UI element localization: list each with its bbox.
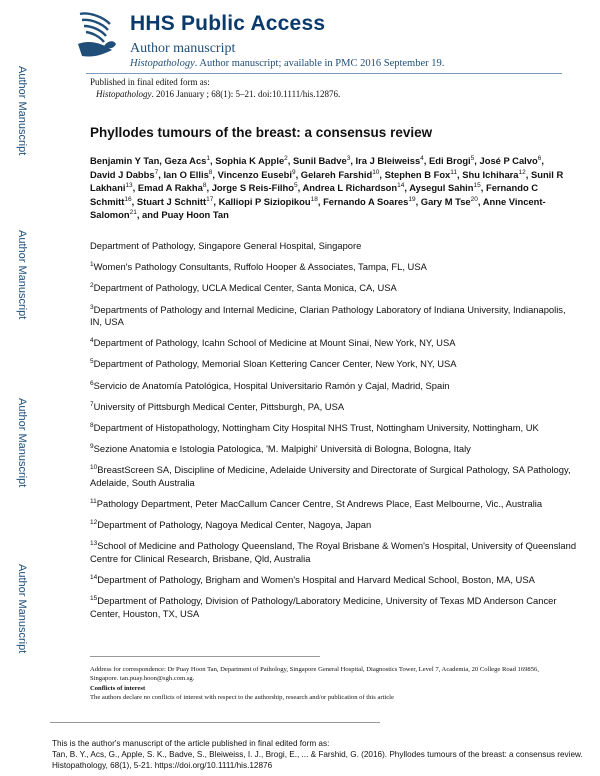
author-affiliation-sup: 19 [408, 195, 416, 203]
author-name: Ira J Bleiweiss [355, 155, 421, 166]
affiliation-item [90, 595, 580, 620]
affiliation-text: Department of Pathology, Division of Pathology/Laboratory Medicine, University of Texas MD Anderson Cancer Center, Houston, TX, USA [90, 595, 557, 619]
author-name: Geza Acs [164, 155, 207, 166]
hhs-public-access-title: HHS Public Access [130, 12, 326, 35]
affiliation-text: BreastScreen SA, Discipline of Medicine, Adelaide University and Directorate of Surgical Pathology, SA Pathology, Adelaide, South Australia [90, 464, 571, 488]
hhs-eagle-logo [74, 10, 120, 62]
author-affiliation-sup: 4 [420, 154, 424, 162]
author-affiliation-sup: 10 [372, 168, 380, 176]
affiliation-list [90, 240, 580, 629]
correspondence-note: Address for correspondence: Dr Puay Hoon Tan, Department of Pathology, Singapore General Hospital, Diagnostics Tower, Level 7, Academia, 20 College Road 169856, Singapore. tan.puay.hoon@sgh.com.sg. [90, 666, 539, 682]
author-affiliation-sup: 5 [470, 154, 475, 162]
author-name: Stuart J Schnitt [136, 195, 207, 207]
author-list: Benjamin Y Tan, Geza Acs$^1$, Sophia K Apple$^2$, Sunil Badve$^3$, Ira J Bleiweiss$^4$, Edi Brogi$^5$, José P Calvo$^6$, David J Dabbs$^7$, Ian O Ellis$^8$, Vincenzo Eusebi$^9$, Gelareh Farshid$^{10}$, Stephen B Fox$^{11}$, Shu Ichihara$^{12}$, Sunil R Lakhani$^{13}$, Emad A Rakha$^8$, Jorge S Reis-Filho$^5$, Andrea L Richardson$^{14}$, Aysegul Sahin$^{15}$, Fernando C Schmitt$^{16}$, Stuart J Schnitt$^{17}$, Kalliopi P Siziopikou$^{18}$, Fernando A Soares$^{19}$, Gary M Tse$^{20}$, Anne Vincent-Salomon$^{21}$, and Puay Hoon Tan [90, 154, 564, 220]
author-name: Edi Brogi [429, 155, 471, 166]
bottom-notice-line1: This is the author's manuscript of the article published in final edited form as: [52, 739, 330, 748]
affiliation-item [90, 519, 580, 532]
affiliation-text: School of Medicine and Pathology Queensland, The Royal Brisbane & Women's Hospital, University of Queensland Centre for Clinical Research, Brisbane, Qld, Australia [90, 540, 577, 564]
citation-details: . 2016 January ; 68(1): 5–21. doi:10.1111/his.12876. [151, 89, 341, 99]
affiliation-text: Pathology Department, Peter MacCallum Cancer Centre, St Andrews Place, East Melbourne, Vic., Australia [96, 498, 543, 510]
affiliation-number: 10 [90, 464, 98, 472]
affiliation-text: Women's Pathology Consultants, Ruffolo Hooper & Associates, Tampa, FL, USA [93, 261, 427, 273]
affiliation-item [90, 401, 580, 414]
author-affiliation-sup: 16 [124, 195, 132, 203]
author-name: Sophia K Apple [215, 155, 285, 166]
author-affiliation-sup: 8 [208, 168, 213, 176]
bottom-rule [50, 722, 380, 723]
availability-line [130, 58, 444, 69]
affiliation-text: Departments of Pathology and Internal Medicine, Clarian Pathology Laboratory of Indiana University, Indianapolis, IN, USA [90, 303, 566, 328]
citation-journal: Histopathology [96, 89, 152, 99]
author-affiliation-sup: 14 [397, 181, 405, 189]
footnotes [90, 666, 550, 702]
affiliation-item [90, 464, 580, 489]
conflicts-heading: Conflicts of interest [90, 685, 146, 693]
affiliation-number: 3 [90, 303, 94, 311]
affiliation-number: 11 [90, 497, 97, 505]
author-name: David J Dabbs [90, 168, 155, 180]
author-affiliation-sup: 20 [470, 195, 478, 203]
author-name: Stephen B Fox [384, 168, 451, 180]
affiliation-number: 7 [90, 400, 94, 408]
author-affiliation-sup: 7 [154, 168, 159, 176]
author-name: Kalliopi P Siziopikou [218, 195, 311, 207]
author-name: Shu Ichihara [462, 168, 519, 180]
affiliation-item [90, 380, 580, 393]
side-label-author-manuscript: Author Manuscript [16, 230, 28, 320]
affiliation-number: 12 [90, 519, 98, 527]
author-name: Andrea L Richardson [302, 182, 398, 193]
affiliation-item [90, 422, 580, 435]
affiliation-item [90, 574, 580, 587]
affiliation-text: Department of Pathology, UCLA Medical Center, Santa Monica, CA, USA [93, 282, 397, 294]
affiliation-number: 6 [90, 379, 94, 387]
affiliation-text: Department of Pathology, Memorial Sloan Kettering Cancer Center, New York, NY, USA [93, 358, 457, 370]
author-name: Emad A Rakha [137, 182, 203, 193]
author-affiliation-sup: 5 [294, 181, 298, 189]
affiliation-number: 4 [90, 337, 94, 345]
affiliation-number: 1 [90, 261, 94, 269]
article-title: Phyllodes tumours of the breast: a consensus review [90, 125, 433, 140]
affiliation-number: 15 [90, 595, 98, 603]
author-name: Aysegul Sahin [409, 182, 474, 193]
author-name: Anne Vincent-Salomon [90, 195, 546, 220]
affiliation-item [90, 240, 580, 253]
author-affiliation-sup: 6 [537, 154, 542, 162]
affiliation-text: Department of Pathology, Icahn School of Medicine at Mount Sinai, New York, NY, USA [93, 337, 456, 349]
affiliation-text: Sezione Anatomia e Istologia Patologica, 'M. Malpighi' Università di Bologna, Bologna, Italy [93, 443, 471, 455]
affiliation-text: Servicio de Anatomía Patológica, Hospital Universitario Ramón y Cajal, Madrid, Spain [93, 379, 450, 391]
journal-name: Histopathology [130, 58, 195, 69]
conflicts-text: The authors declare no conflicts of interest with respect to the authorship, research and/or publication of this article [90, 693, 394, 701]
affiliation-item [90, 498, 580, 511]
availability-text: . Author manuscript; available in PMC 2016 September 19. [194, 58, 445, 69]
author-affiliation-sup: 11 [450, 168, 458, 176]
affiliation-text: Department of Pathology, Brigham and Women's Hospital and Harvard Medical School, Boston, MA, USA [97, 574, 535, 586]
author-name: Sunil Badve [293, 155, 347, 166]
author-affiliation-sup: 17 [206, 195, 214, 203]
author-affiliation-sup: 13 [125, 181, 133, 189]
bottom-notice [52, 738, 592, 771]
author-name: Gary M Tse [420, 195, 471, 207]
affiliation-number: 2 [90, 282, 94, 290]
side-label-author-manuscript: Author Manuscript [16, 66, 28, 156]
author-name: Benjamin Y Tan [90, 155, 160, 166]
side-label-author-manuscript: Author Manuscript [16, 564, 28, 654]
affiliation-number: 14 [90, 574, 98, 581]
author-affiliation-sup: 9 [291, 168, 296, 176]
published-label: Published in final edited form as: [90, 77, 210, 87]
author-name: Vincenzo Eusebi [217, 168, 292, 180]
affiliation-number: 8 [90, 421, 94, 429]
affiliation-item [90, 304, 580, 329]
author-affiliation-sup: 18 [310, 195, 318, 203]
bottom-notice-line2: Tan, B. Y., Acs, G., Apple, S. K., Badve, S., Bleiweiss, I. J., Brogi, E., ... & Farshid, G. (2016). Phyllodes tumours of the breast: a consensus review. Histopathology, 68(1), 5-21. https://doi.org/10.1111/his.12876 [52, 750, 583, 770]
affiliation-item [90, 261, 580, 274]
author-affiliation-sup: 12 [518, 168, 526, 176]
author-name: Gelareh Farshid [300, 168, 373, 180]
footnote-rule [90, 656, 320, 657]
author-name: Ian O Ellis [163, 168, 209, 180]
author-affiliation-sup: 15 [473, 181, 481, 189]
author-affiliation-sup: 1 [206, 154, 211, 162]
author-name: Fernando C Schmitt [90, 182, 539, 207]
affiliation-item [90, 337, 580, 350]
author-name: Fernando A Soares [323, 195, 409, 207]
affiliation-text: Department of Histopathology, Nottingham City Hospital NHS Trust, Nottingham University, Nottingham, UK [93, 422, 539, 433]
affiliation-item [90, 358, 580, 371]
side-label-author-manuscript: Author Manuscript [16, 398, 28, 488]
author-affiliation-sup: 21 [129, 208, 137, 216]
author-name: Puay Hoon Tan [161, 209, 229, 220]
author-manuscript-label: Author manuscript [130, 41, 236, 56]
affiliation-number: 5 [90, 358, 94, 366]
affiliation-item [90, 540, 580, 565]
author-affiliation-sup: 8 [202, 181, 207, 189]
author-name: José P Calvo [479, 155, 538, 166]
affiliation-number: 13 [90, 540, 98, 548]
citation-line [96, 89, 340, 99]
author-name: Jorge S Reis-Filho [211, 182, 294, 193]
affiliation-text: University of Pittsburgh Medical Center, Pittsburgh, PA, USA [93, 400, 345, 412]
affiliation-number: 9 [90, 443, 94, 451]
affiliation-text: Department of Pathology, Singapore General Hospital, Singapore [90, 240, 362, 251]
author-affiliation-sup: 3 [346, 154, 351, 162]
header-rule [86, 73, 562, 74]
author-affiliation-sup: 2 [284, 154, 288, 162]
affiliation-text: Department of Pathology, Nagoya Medical Center, Nagoya, Japan [97, 519, 372, 531]
author-name: Sunil R Lakhani [90, 168, 564, 193]
affiliation-item [90, 443, 580, 456]
affiliation-item [90, 282, 580, 295]
